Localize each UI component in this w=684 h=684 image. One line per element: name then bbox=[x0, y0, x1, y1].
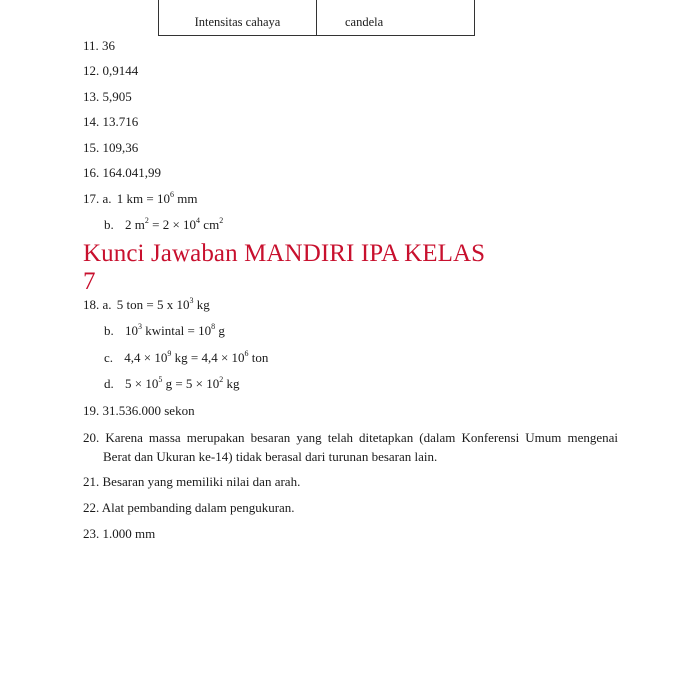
answer-18c-exponent-1: 9 bbox=[167, 348, 172, 358]
answer-17b-right: cm bbox=[200, 217, 220, 232]
answer-18d-label: d. bbox=[104, 376, 114, 391]
answer-13: 13. 5,905 bbox=[83, 89, 132, 104]
answer-17b bbox=[104, 217, 223, 233]
answer-18a-right: kg bbox=[193, 297, 210, 312]
answer-15: 15. 109,36 bbox=[83, 140, 139, 155]
answer-18b bbox=[104, 323, 225, 339]
answer-18b-right: g bbox=[215, 323, 225, 338]
answer-17a bbox=[83, 191, 197, 207]
answer-20-text: 20. Karena massa merupakan besaran yang telah ditetapkan (dalam Konferensi Umum mengenai Berat dan Ukuran ke-14) tidak berasal dari turunan besaran lain. bbox=[83, 430, 618, 464]
answer-18c-label: c. bbox=[104, 350, 114, 365]
answer-14: 14. 13.716 bbox=[83, 114, 139, 129]
page-title-line-1: Kunci Jawaban MANDIRI IPA KELAS bbox=[83, 240, 486, 267]
answer-18c-left: 4,4 × 10 bbox=[124, 350, 168, 365]
answer-18a bbox=[83, 297, 210, 313]
answer-20 bbox=[83, 428, 618, 466]
unit-text: candela bbox=[345, 15, 384, 29]
answer-12: 12. 0,9144 bbox=[83, 63, 139, 78]
table-row bbox=[159, 0, 475, 36]
answer-18b-exponent-2: 8 bbox=[211, 321, 216, 331]
answer-23-cropped: 23. 1.000 mm bbox=[83, 526, 156, 538]
page-title-line-2: 7 bbox=[83, 268, 96, 295]
answer-18b-left: 10 bbox=[125, 323, 138, 338]
answer-18b-mid: kwintal = 10 bbox=[142, 323, 212, 338]
answer-17b-exponent-1: 2 bbox=[144, 215, 149, 225]
answer-17b-label: b. bbox=[104, 217, 114, 232]
answer-18c-exponent-2: 6 bbox=[244, 348, 249, 358]
answer-18b-label: b. bbox=[104, 323, 114, 338]
quantity-text: Intensitas cahaya bbox=[194, 15, 281, 29]
answer-18a-exponent: 3 bbox=[189, 295, 194, 305]
answer-17b-left: 2 m bbox=[125, 217, 145, 232]
answer-17b-mid: = 2 × 10 bbox=[148, 217, 197, 232]
table-cell-quantity bbox=[159, 0, 317, 36]
answer-17a-right: mm bbox=[173, 191, 198, 206]
answer-18c-mid: kg = 4,4 × 10 bbox=[171, 350, 245, 365]
answer-18d-mid: g = 5 × 10 bbox=[162, 376, 220, 391]
answer-17a-left: 1 km = 10 bbox=[116, 191, 170, 206]
answer-19: 19. 31.536.000 sekon bbox=[83, 403, 195, 418]
answer-16: 16. 164.041,99 bbox=[83, 165, 161, 180]
answer-18d-exponent-2: 2 bbox=[219, 374, 224, 384]
answer-18a-left: 5 ton = 5 x 10 bbox=[116, 297, 190, 312]
answer-18d-left: 5 × 10 bbox=[125, 376, 159, 391]
answer-11: 11. 36 bbox=[83, 38, 116, 53]
answer-21: 21. Besaran yang memiliki nilai dan arah. bbox=[83, 474, 301, 489]
answer-18c-right: ton bbox=[248, 350, 269, 365]
answer-22: 22. Alat pembanding dalam pengukuran. bbox=[83, 500, 295, 515]
answer-18d bbox=[104, 376, 240, 392]
answer-18c bbox=[104, 350, 268, 366]
answer-17b-exponent-3: 2 bbox=[219, 215, 224, 225]
answer-18d-right: kg bbox=[223, 376, 240, 391]
answer-18-label: 18. a. bbox=[83, 297, 112, 312]
table-cell-unit bbox=[317, 0, 475, 36]
answer-17-label: 17. a. bbox=[83, 191, 112, 206]
answer-17a-exponent: 6 bbox=[169, 189, 174, 199]
answer-18b-exponent-1: 3 bbox=[138, 321, 142, 331]
answer-17b-exponent-2: 4 bbox=[196, 215, 201, 225]
page-title bbox=[83, 240, 485, 296]
answer-18d-exponent-1: 5 bbox=[158, 374, 163, 384]
units-table-fragment bbox=[158, 0, 475, 36]
